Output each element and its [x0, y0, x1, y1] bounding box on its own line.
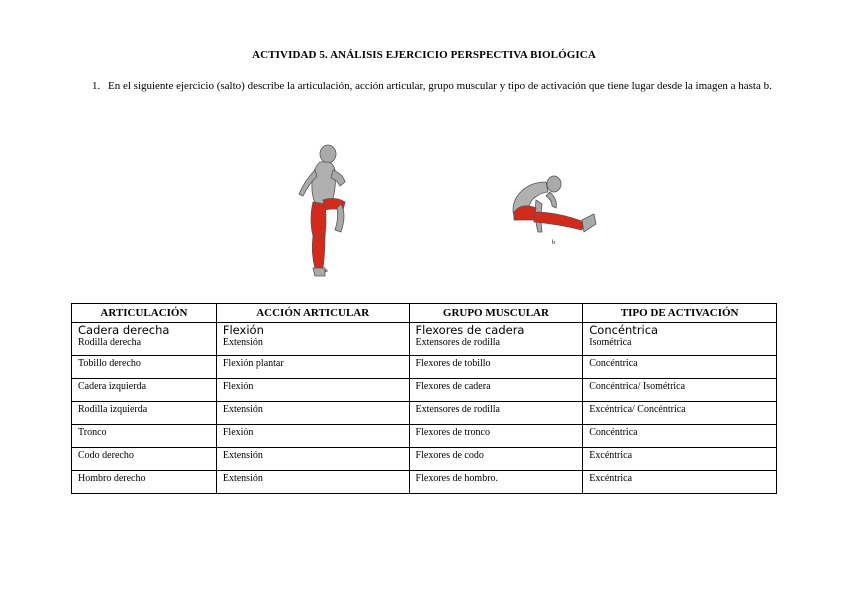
table-cell: Flexores de codo: [409, 448, 583, 471]
table-cell: Cadera derecha: [72, 323, 217, 338]
table-row: [72, 425, 777, 448]
table-cell: Excéntrica: [583, 471, 777, 494]
table-cell: Concéntrica: [583, 356, 777, 379]
header-accion-articular: ACCIÓN ARTICULAR: [216, 304, 409, 323]
table-cell: Flexión: [216, 379, 409, 402]
table-cell: Rodilla derecha: [72, 337, 217, 356]
header-grupo-muscular: GRUPO MUSCULAR: [409, 304, 583, 323]
table-cell: Concéntrica/ Isométrica: [583, 379, 777, 402]
table-cell: Extensión: [216, 337, 409, 356]
table-cell: Flexores de tronco: [409, 425, 583, 448]
question-1: [92, 79, 776, 93]
table-row: [72, 402, 777, 425]
table-cell: Flexores de hombro.: [409, 471, 583, 494]
table-cell: Cadera izquierda: [72, 379, 217, 402]
figure-a-label: a: [325, 268, 328, 274]
table-row: [72, 337, 777, 356]
header-tipo-activacion: TIPO DE ACTIVACIÓN: [583, 304, 777, 323]
table-cell: Extensión: [216, 402, 409, 425]
jumping-figure-a-icon: [285, 140, 355, 282]
table-cell: Codo derecho: [72, 448, 217, 471]
table-header-row: [72, 304, 777, 323]
figure-b-label: b: [552, 240, 555, 246]
table-row: [72, 323, 777, 338]
table-cell: Extensión: [216, 448, 409, 471]
table-row: [72, 471, 777, 494]
header-articulacion: ARTICULACIÓN: [72, 304, 217, 323]
table-cell: Tronco: [72, 425, 217, 448]
figure-a: [285, 140, 355, 282]
table-cell: Concéntrica: [583, 425, 777, 448]
table-cell: Concéntrica: [583, 323, 777, 338]
table-cell: Flexión plantar: [216, 356, 409, 379]
table-cell: Hombro derecho: [72, 471, 217, 494]
table-cell: Rodilla izquierda: [72, 402, 217, 425]
page-title: ACTIVIDAD 5. ANÁLISIS EJERCICIO PERSPECTIVA BIOLÓGICA: [252, 49, 596, 61]
question-text: En el siguiente ejercicio (salto) describe la articulación, acción articular, grupo muscular y tipo de activación que tiene lugar desde la imagen a hasta b.: [108, 80, 772, 92]
table-cell: Flexores de cadera: [409, 379, 583, 402]
table-row: [72, 448, 777, 471]
table-cell: Flexión: [216, 323, 409, 338]
table-cell: Flexores de tobillo: [409, 356, 583, 379]
table-cell: Excéntrica/ Concéntrica: [583, 402, 777, 425]
table-row: [72, 356, 777, 379]
figure-b: [500, 172, 604, 252]
table-cell: Flexores de cadera: [409, 323, 583, 338]
table-cell: Extensores de rodilla: [409, 337, 583, 356]
analysis-table: [71, 303, 777, 494]
table-cell: Extensión: [216, 471, 409, 494]
table-row: [72, 379, 777, 402]
table-cell: Isométrica: [583, 337, 777, 356]
table-cell: Flexión: [216, 425, 409, 448]
table-cell: Extensores de rodilla: [409, 402, 583, 425]
table-cell: Tobillo derecho: [72, 356, 217, 379]
question-number: 1.: [92, 80, 101, 92]
table-cell: Excéntrica: [583, 448, 777, 471]
